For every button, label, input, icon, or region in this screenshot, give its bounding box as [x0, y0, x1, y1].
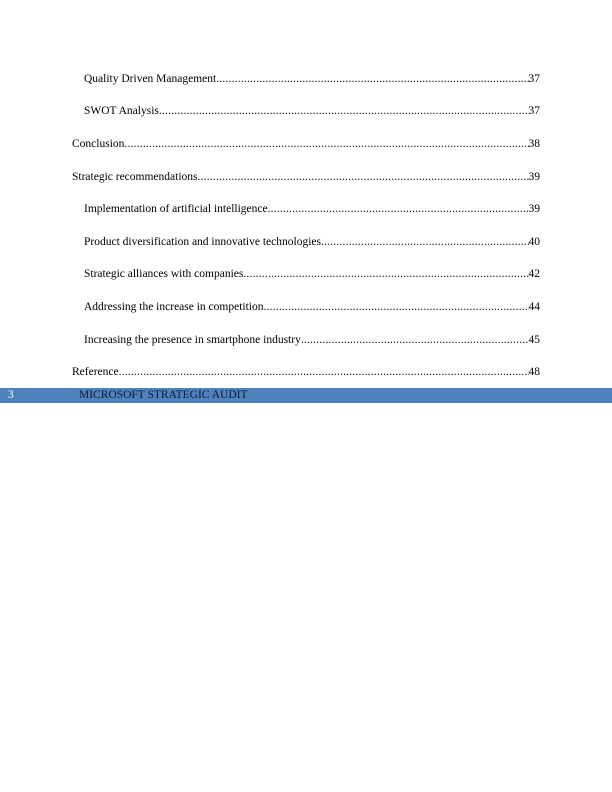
toc-dot-leader [198, 169, 529, 185]
toc-entry[interactable] [72, 364, 540, 380]
toc-entry-page: 42 [528, 268, 540, 280]
toc-entry[interactable] [84, 201, 540, 217]
toc-entry[interactable] [84, 299, 540, 315]
toc-entry-page: 40 [528, 236, 540, 248]
toc-entry[interactable] [84, 266, 540, 282]
toc-entry-title: Strategic recommendations [72, 171, 198, 183]
toc-entry-title: Implementation of artificial intelligence [84, 203, 268, 215]
toc-entry[interactable] [72, 136, 540, 152]
toc-dot-leader [243, 266, 528, 282]
toc-dot-leader [124, 136, 528, 152]
toc-entry[interactable] [84, 103, 540, 119]
toc-entry-page: 48 [528, 366, 540, 378]
toc-entry-title: Strategic alliances with companies [84, 268, 244, 280]
toc-entry[interactable] [84, 234, 540, 250]
toc-dot-leader [119, 364, 529, 380]
toc-entry-page: 39 [528, 171, 540, 183]
toc-entry-title: Increasing the presence in smartphone industry [84, 334, 301, 346]
toc-entry-page: 39 [528, 203, 540, 215]
page-number: 3 [8, 389, 14, 401]
toc-entry[interactable] [84, 71, 540, 87]
toc-entry-title: Quality Driven Management [84, 73, 217, 85]
toc-entry-title: Addressing the increase in competition [84, 301, 264, 313]
toc-entry-title: Reference [72, 366, 119, 378]
toc-entry-page: 44 [528, 301, 540, 313]
toc-entry-page: 45 [528, 334, 540, 346]
toc-entry-title: Product diversification and innovative technologies [84, 236, 321, 248]
toc-dot-leader [268, 201, 529, 217]
toc-entry-title: Conclusion [72, 138, 125, 150]
running-title: MICROSOFT STRATEGIC AUDIT [79, 389, 248, 401]
toc-entry-page: 37 [528, 73, 540, 85]
toc-entry-page: 37 [528, 105, 540, 117]
toc-dot-leader [301, 332, 529, 348]
toc-dot-leader [159, 103, 529, 119]
page-header-band [0, 388, 612, 403]
toc-entry[interactable] [84, 332, 540, 348]
toc-dot-leader [321, 234, 529, 250]
toc-entry-page: 38 [528, 138, 540, 150]
toc-entry[interactable] [72, 169, 540, 185]
toc-entry-title: SWOT Analysis [84, 105, 159, 117]
toc-dot-leader [263, 299, 528, 315]
toc-dot-leader [216, 71, 528, 87]
